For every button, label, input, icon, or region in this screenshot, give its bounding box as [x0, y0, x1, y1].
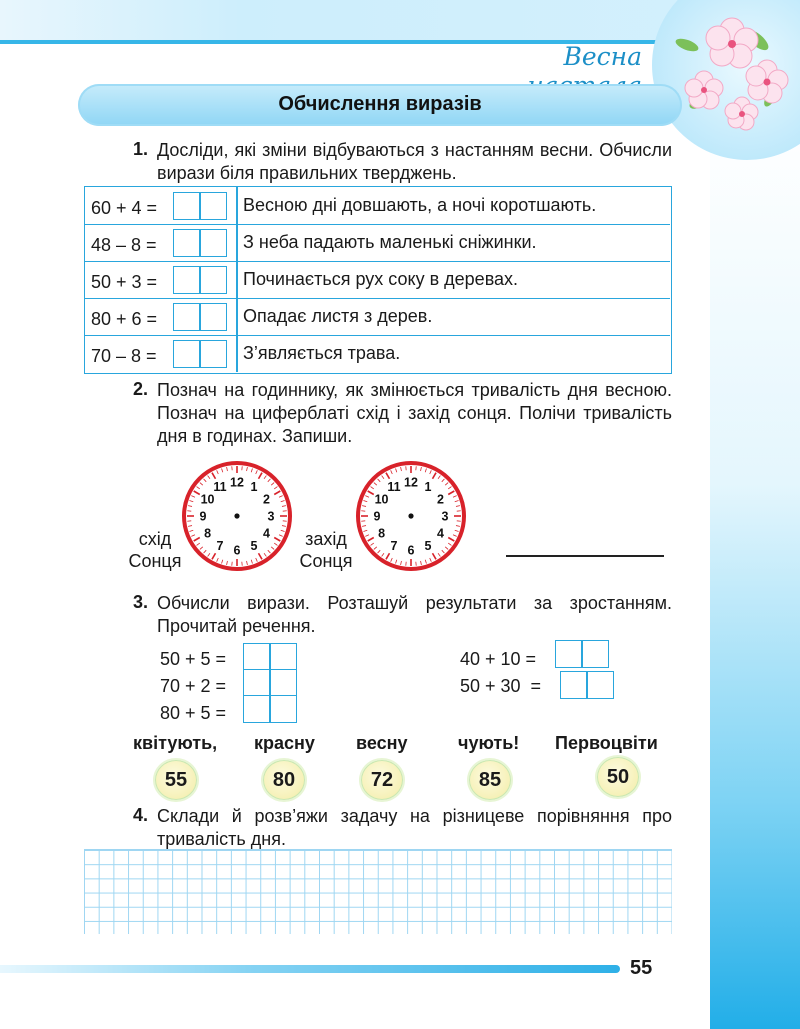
clock-number: 2: [436, 492, 444, 507]
statement: Опадає листя з дерев.: [243, 306, 433, 326]
clock-number: 10: [200, 492, 215, 507]
clock-number: 12: [230, 475, 244, 490]
statement: З’являється трава.: [243, 343, 401, 363]
clock-number: 6: [407, 543, 415, 558]
clock-number: 10: [374, 492, 389, 507]
expression: 80 + 5 =: [160, 703, 227, 723]
footer-bar: [0, 965, 620, 973]
task-3-number: 3.: [133, 592, 149, 612]
expression: 48 – 8 =: [91, 235, 157, 255]
expression: 50 + 3 =: [91, 272, 158, 292]
clock-number: 5: [250, 538, 258, 553]
clock-number: 8: [204, 526, 212, 541]
writing-grid[interactable]: [84, 849, 672, 934]
clock-number: 6: [233, 543, 241, 558]
sunset-clock[interactable]: [355, 460, 467, 572]
statement: Починається рух соку в деревах.: [243, 269, 519, 289]
number-coin: 50: [597, 757, 639, 797]
blossom-illustration: [662, 0, 800, 140]
clock-center: [408, 513, 413, 518]
number-coin: 55: [155, 760, 197, 800]
clock-number: 7: [390, 538, 398, 553]
answer-box[interactable]: [555, 640, 609, 668]
clock-number: 4: [262, 526, 270, 541]
sunrise-label: [124, 528, 186, 572]
answer-box[interactable]: [243, 669, 297, 697]
answer-box[interactable]: [243, 695, 297, 723]
task-1-number: 1.: [133, 139, 149, 159]
clock-number: 5: [424, 538, 432, 553]
section-title: Обчислення виразів: [278, 93, 482, 115]
table-row: [85, 187, 670, 225]
task-1-text: Досліди, які зміни відбуваються з настанням весни. Обчисли вирази біля правильних тверджень.: [157, 140, 672, 183]
clock-number: 4: [436, 526, 444, 541]
clock-number: 11: [387, 480, 401, 495]
table-row: [85, 261, 670, 299]
sunset-label-line2: Сонця: [299, 551, 353, 571]
word-label: квітують,: [133, 733, 218, 753]
clock-number: 3: [267, 509, 275, 524]
sunrise-clock[interactable]: [181, 460, 293, 572]
sunrise-label-line2: Сонця: [128, 551, 182, 571]
clock-number: 9: [373, 509, 381, 524]
table-row: [85, 298, 670, 336]
word-label: Первоцвіти: [555, 733, 658, 753]
task-4-number: 4.: [133, 805, 149, 825]
task-4-text: Склади й розв’яжи задачу на різницеве порівняння про тривалість дня.: [157, 806, 672, 849]
task-2-number: 2.: [133, 379, 149, 399]
task-2-text: Познач на годиннику, як змінюється тривалість дня весною. Познач на циферблаті схід і захід сонця. Полічи тривалість дня в годинах. Запиши.: [157, 380, 672, 446]
number-coin: 85: [469, 760, 511, 800]
sunset-label-line1: захід: [305, 529, 347, 549]
expression: 80 + 6 =: [91, 309, 158, 329]
sunset-label: [293, 528, 359, 572]
clock-number: 12: [404, 475, 418, 490]
statement: З неба падають маленькі сніжинки.: [243, 232, 537, 252]
clock-number: 8: [378, 526, 386, 541]
answer-box[interactable]: [173, 303, 227, 331]
word-label: весну: [356, 733, 408, 753]
answer-box[interactable]: [173, 229, 227, 257]
chapter-title: Весна: [563, 42, 642, 71]
statement: Весною дні довшають, а ночі коротшають.: [243, 195, 597, 215]
clock-number: 9: [199, 509, 207, 524]
answer-box[interactable]: [173, 192, 227, 220]
table-row: [85, 224, 670, 262]
answer-box[interactable]: [560, 671, 614, 699]
expression: 60 + 4 =: [91, 198, 158, 218]
clock-number: 1: [424, 480, 432, 495]
answer-line[interactable]: [506, 555, 664, 557]
table-row: [85, 335, 670, 373]
answer-box[interactable]: [243, 643, 297, 671]
clock-number: 1: [250, 480, 258, 495]
answer-box[interactable]: [173, 340, 227, 368]
clock-number: 7: [216, 538, 224, 553]
answer-box[interactable]: [173, 266, 227, 294]
page-edge-decoration: [710, 120, 800, 1029]
clock-number: 11: [213, 480, 227, 495]
task-3-text: Обчисли вирази. Розташуй результати за зростанням. Прочитай речення.: [157, 593, 672, 636]
page-number: 55: [630, 957, 653, 979]
word-label: чують!: [458, 733, 520, 753]
number-coin: 72: [361, 760, 403, 800]
expression: 70 – 8 =: [91, 346, 157, 366]
expression: 50 + 30 =: [460, 676, 542, 696]
expression: 70 + 2 =: [160, 676, 227, 696]
statements-table: [84, 186, 672, 374]
expression: 50 + 5 =: [160, 649, 227, 669]
clock-number: 3: [441, 509, 449, 524]
clock-number: 2: [262, 492, 270, 507]
expression: 40 + 10 =: [460, 649, 537, 669]
clock-center: [234, 513, 239, 518]
sunrise-label-line1: схід: [138, 529, 172, 549]
number-coin: 80: [263, 760, 305, 800]
word-label: красну: [254, 733, 315, 753]
